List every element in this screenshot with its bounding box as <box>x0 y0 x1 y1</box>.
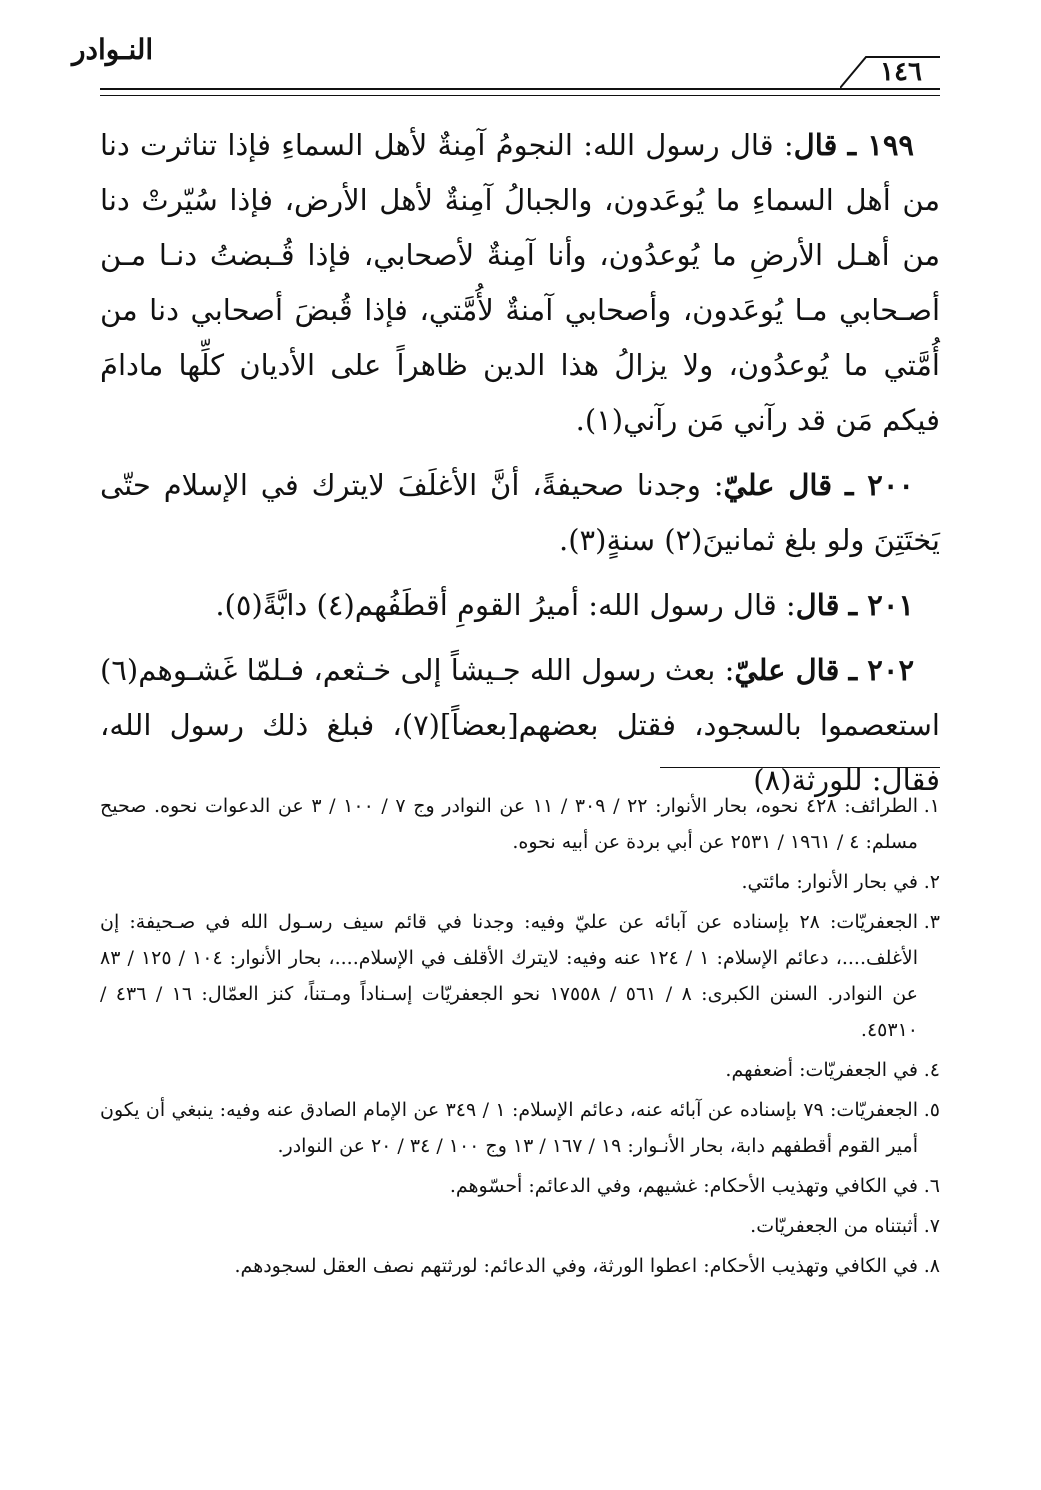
footnote-marker: ٧. <box>923 1215 940 1237</box>
hadith-speaker: قال عليّ <box>734 653 840 687</box>
footnote-3 <box>100 904 940 1048</box>
footnote-marker: ٥. <box>923 1099 940 1121</box>
footnote-separator <box>660 767 940 768</box>
hadith-199 <box>100 118 940 448</box>
footnote-text: الجعفريّات: ٢٨ بإسناده عن آبائه عن عليّ وفيه: وجدنا في قائم سيف رسـول الله في صـحيفة: إن الأغلف....، دعائم الإسلام: ١ / ١٢٤ عنه وفيه: لايترك الأقلف في الإسلام....، بحار الأنوار: ١٠٤ / ١٢٥ / ٨٣ عن النوادر. السنن الكبرى: ٨ / ٥٦١ / ١٧٥٥٨ نحو الجعفريّات إسـناداً ومـتناً، كنز العمّال: ١٦ / ٤٣٦ / ٤٥٣١٠. <box>100 911 919 1041</box>
hadith-text: : قال رسول الله: أميرُ القومِ أقطَفُهم(٤) دابَّةً(٥). <box>215 588 796 622</box>
hadith-number: ٢٠١ ـ <box>848 588 914 622</box>
header-rule <box>100 88 940 96</box>
footnote-marker: ٢. <box>923 871 940 893</box>
hadith-speaker: قال عليّ <box>723 468 833 502</box>
hadith-number: ٢٠٠ ـ <box>845 468 914 502</box>
footnote-text: الطرائف: ٤٢٨ نحوه، بحار الأنوار: ٢٢ / ٣٠٩ / ١١ عن النوادر وج ٧ / ١٠٠ / ٣ عن الدعوات نحوه. صحيح مسلم: ٤ / ١٩٦١ / ٢٥٣١ عن أبي بردة عن أبيه نحوه. <box>100 795 918 853</box>
footnote-5 <box>100 1092 940 1164</box>
footnote-marker: ٤. <box>923 1059 940 1081</box>
hadith-text: : وجدنا صحيفةً، أنَّ الأغلَفَ لايترك في الإسلام حتّى يَختَتِنَ ولو بلغ ثمانينَ(٢) سنةٍ(٣). <box>100 468 940 557</box>
footnote-6 <box>100 1168 940 1204</box>
main-text <box>100 118 940 808</box>
footnote-text: في الكافي وتهذيب الأحكام: اعطوا الورثة، وفي الدعائم: لورثتهم نصف العقل لسجودهم. <box>234 1255 918 1277</box>
hadith-201 <box>100 578 940 633</box>
footnote-text: الجعفريّات: ٧٩ بإسناده عن آبائه عنه، دعائم الإسلام: ١ / ٣٤٩ عن الإمام الصادق عنه وفيه: ينبغي أن يكون أمير القوم أقطفهم دابة، بحار الأنـوار: ١٩ / ١٦٧ / ١٣ وج ١٠٠ / ٣٤ / ٢٠ عن النوادر. <box>100 1099 918 1157</box>
hadith-speaker: قال <box>795 588 840 622</box>
hadith-text: : قال رسول الله: النجومُ آمِنةٌ لأهل السماءِ فإذا تناثرت دنا من أهل السماءِ ما يُوعَدون، والجبالُ آمِنةٌ لأهل الأرض، فإذا سُيّرتْ دنا من أهـل الأرضِ ما يُوعدُون، وأنا آمِنةٌ لأصحابي، فإذا قُـبضتُ دنـا مـن أصـحابي مـا يُوعَدون، وأصحابي آمنةٌ لأُمَّتي، فإذا قُبضَ أصحابي دنا من أُمَّتي ما يُوعدُون، ولا يزالُ هذا الدين ظاهراً على الأديان كلِّها مادامَ فيكم مَن قد رآني مَن رآني(١). <box>100 128 940 437</box>
footnote-text: أثبتناه من الجعفريّات. <box>750 1215 918 1237</box>
footnote-2 <box>100 864 940 900</box>
footnote-8 <box>100 1248 940 1284</box>
hadith-number: ١٩٩ ـ <box>847 128 915 162</box>
page-number: ١٤٦ <box>880 57 922 87</box>
footnotes-list <box>100 788 940 1288</box>
footnote-text: في بحار الأنوار: مائتي. <box>741 871 918 893</box>
hadith-202 <box>100 643 940 808</box>
running-header-title: النـوادر <box>72 33 154 66</box>
footnote-7 <box>100 1208 940 1244</box>
footnote-marker: ١. <box>923 795 940 817</box>
footnote-marker: ٣. <box>923 911 940 933</box>
hadith-200 <box>100 458 940 568</box>
footnote-4 <box>100 1052 940 1088</box>
footnote-marker: ٦. <box>923 1175 940 1197</box>
footnote-text: في الكافي وتهذيب الأحكام: غشيهم، وفي الدعائم: أحسّوهم. <box>449 1175 918 1197</box>
hadith-number: ٢٠٢ ـ <box>848 653 915 687</box>
hadith-speaker: قال <box>793 128 838 162</box>
footnote-1 <box>100 788 940 860</box>
footnote-text: في الجعفريّات: أضعفهم. <box>725 1059 918 1081</box>
hadith-text: : بعث رسول الله جـيشاً إلى خـثعم، فـلمّا غَشـوهم(٦) استعصموا بالسجود، فقتل بعضهم[بعضاً](٧)، فبلغ ذلك رسول الله، فقال: للورثة(٨) <box>100 653 940 797</box>
footnote-marker: ٨. <box>923 1255 940 1277</box>
